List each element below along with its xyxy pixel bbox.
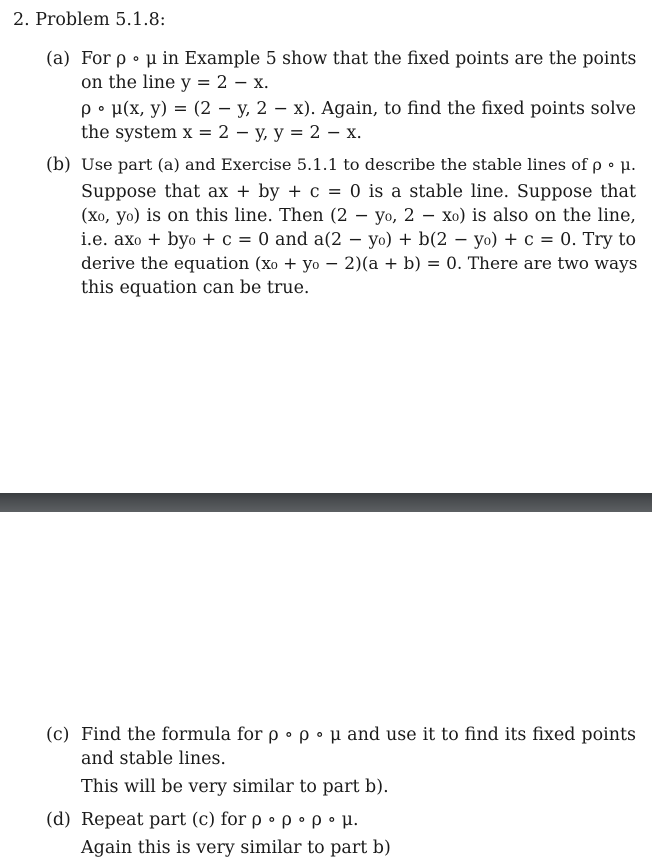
part-b-line-2: Suppose that ax + by + c = 0 is a stable line. Suppose that bbox=[81, 182, 636, 202]
part-b-label: (b) bbox=[46, 155, 71, 175]
part-b-line-1: Use part (a) and Exercise 5.1.1 to describe the stable lines of ρ ∘ μ. bbox=[81, 155, 636, 174]
part-a-line-1: For ρ ∘ μ in Example 5 show that the fixed points are the points bbox=[81, 49, 637, 69]
document-page-bottom bbox=[0, 512, 652, 867]
page-divider-bar bbox=[0, 493, 652, 512]
part-c-line-2: and stable lines. bbox=[81, 749, 226, 769]
part-a-label: (a) bbox=[46, 49, 71, 69]
part-b-line-3: (x₀, y₀) is on this line. Then (2 − y₀, 2 − x₀) is also on the line, bbox=[81, 206, 636, 226]
part-c-label: (c) bbox=[46, 725, 70, 745]
part-d-line-2: Again this is very similar to part b) bbox=[81, 838, 391, 858]
part-a-line-4: the system x = 2 − y, y = 2 − x. bbox=[81, 123, 362, 143]
part-b-line-6: this equation can be true. bbox=[81, 278, 310, 298]
problem-heading: 2. Problem 5.1.8: bbox=[13, 10, 166, 30]
part-d-label: (d) bbox=[46, 810, 71, 830]
part-d-line-1: Repeat part (c) for ρ ∘ ρ ∘ ρ ∘ μ. bbox=[81, 810, 359, 830]
part-b-line-5: derive the equation (x₀ + y₀ − 2)(a + b) = 0. There are two ways bbox=[81, 254, 638, 274]
part-c-line-3: This will be very similar to part b). bbox=[81, 777, 389, 797]
part-a-line-2: on the line y = 2 − x. bbox=[81, 73, 270, 93]
part-b-line-4: i.e. ax₀ + by₀ + c = 0 and a(2 − y₀) + b(2 − y₀) + c = 0. Try to bbox=[81, 230, 636, 250]
part-a-line-3: ρ ∘ μ(x, y) = (2 − y, 2 − x). Again, to find the fixed points solve bbox=[81, 99, 636, 119]
part-c-line-1: Find the formula for ρ ∘ ρ ∘ μ and use it to find its fixed points bbox=[81, 725, 636, 745]
